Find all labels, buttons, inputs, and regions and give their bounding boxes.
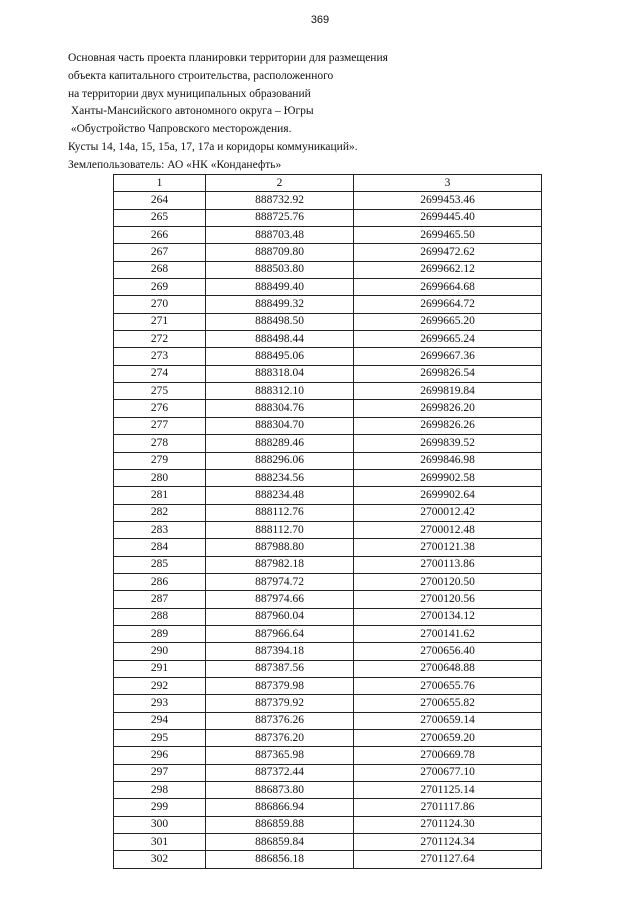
y-coordinate-cell: 2701117.86 bbox=[354, 799, 542, 816]
x-coordinate-cell: 887394.18 bbox=[206, 643, 354, 660]
header-line: объекта капитального строительства, расположенного bbox=[68, 69, 334, 82]
table-row bbox=[114, 816, 542, 833]
table-row bbox=[114, 365, 542, 382]
y-coordinate-cell: 2699445.40 bbox=[354, 209, 542, 226]
point-number-cell: 274 bbox=[114, 365, 206, 382]
y-coordinate-cell: 2701125.14 bbox=[354, 782, 542, 799]
point-number-cell: 270 bbox=[114, 296, 206, 313]
point-number-cell: 287 bbox=[114, 591, 206, 608]
x-coordinate-cell: 888498.50 bbox=[206, 313, 354, 330]
x-coordinate-cell: 888304.76 bbox=[206, 400, 354, 417]
x-coordinate-cell: 888495.06 bbox=[206, 348, 354, 365]
point-number-cell: 266 bbox=[114, 227, 206, 244]
table-row bbox=[114, 625, 542, 642]
y-coordinate-cell: 2701124.34 bbox=[354, 834, 542, 851]
point-number-cell: 295 bbox=[114, 730, 206, 747]
table-row bbox=[114, 660, 542, 677]
y-coordinate-cell: 2699664.72 bbox=[354, 296, 542, 313]
table-row bbox=[114, 487, 542, 504]
point-number-cell: 288 bbox=[114, 608, 206, 625]
header-line: Основная часть проекта планировки территории для размещения bbox=[68, 52, 388, 64]
point-number-cell: 268 bbox=[114, 261, 206, 278]
table-row bbox=[114, 452, 542, 469]
point-number-cell: 280 bbox=[114, 469, 206, 486]
x-coordinate-cell: 887960.04 bbox=[206, 608, 354, 625]
y-coordinate-cell: 2701127.64 bbox=[354, 851, 542, 868]
x-coordinate-cell: 887982.18 bbox=[206, 556, 354, 573]
y-coordinate-cell: 2699665.20 bbox=[354, 313, 542, 330]
table-row bbox=[114, 834, 542, 851]
x-coordinate-cell: 888112.76 bbox=[206, 504, 354, 521]
y-coordinate-cell: 2700677.10 bbox=[354, 764, 542, 781]
y-coordinate-cell: 2700656.40 bbox=[354, 643, 542, 660]
y-coordinate-cell: 2700134.12 bbox=[354, 608, 542, 625]
point-number-cell: 286 bbox=[114, 573, 206, 590]
x-coordinate-cell: 888112.70 bbox=[206, 521, 354, 538]
table-row bbox=[114, 261, 542, 278]
x-coordinate-cell: 887988.80 bbox=[206, 539, 354, 556]
point-number-cell: 278 bbox=[114, 435, 206, 452]
table-row bbox=[114, 556, 542, 573]
x-coordinate-cell: 888709.80 bbox=[206, 244, 354, 261]
table-row bbox=[114, 331, 542, 348]
header-line: Кусты 14, 14а, 15, 15а, 17, 17а и коридоры коммуникаций». bbox=[68, 140, 358, 153]
y-coordinate-cell: 2699453.46 bbox=[354, 192, 542, 209]
x-coordinate-cell: 886856.18 bbox=[206, 851, 354, 868]
y-coordinate-cell: 2700655.82 bbox=[354, 695, 542, 712]
table-row bbox=[114, 383, 542, 400]
point-number-cell: 265 bbox=[114, 209, 206, 226]
y-coordinate-cell: 2699662.12 bbox=[354, 261, 542, 278]
point-number-cell: 294 bbox=[114, 712, 206, 729]
x-coordinate-cell: 887387.56 bbox=[206, 660, 354, 677]
point-number-cell: 297 bbox=[114, 764, 206, 781]
x-coordinate-cell: 888234.48 bbox=[206, 487, 354, 504]
point-number-cell: 271 bbox=[114, 313, 206, 330]
table-row bbox=[114, 782, 542, 799]
x-coordinate-cell: 888703.48 bbox=[206, 227, 354, 244]
x-coordinate-cell: 888318.04 bbox=[206, 365, 354, 382]
x-coordinate-cell: 888296.06 bbox=[206, 452, 354, 469]
table-row bbox=[114, 348, 542, 365]
x-coordinate-cell: 887365.98 bbox=[206, 747, 354, 764]
header-line: Ханты-Мансийского автономного округа – Югры bbox=[68, 105, 314, 118]
point-number-cell: 275 bbox=[114, 383, 206, 400]
header-line: на территории двух муниципальных образований bbox=[68, 87, 311, 100]
x-coordinate-cell: 887376.20 bbox=[206, 730, 354, 747]
x-coordinate-cell: 888725.76 bbox=[206, 209, 354, 226]
y-coordinate-cell: 2699846.98 bbox=[354, 452, 542, 469]
table-row bbox=[114, 573, 542, 590]
table-row bbox=[114, 227, 542, 244]
table-row bbox=[114, 209, 542, 226]
table-row bbox=[114, 851, 542, 868]
y-coordinate-cell: 2699826.26 bbox=[354, 417, 542, 434]
point-number-cell: 299 bbox=[114, 799, 206, 816]
point-number-cell: 272 bbox=[114, 331, 206, 348]
y-coordinate-cell: 2699664.68 bbox=[354, 279, 542, 296]
table-row bbox=[114, 643, 542, 660]
table-header-row bbox=[114, 175, 542, 192]
y-coordinate-cell: 2700659.14 bbox=[354, 712, 542, 729]
y-coordinate-cell: 2699902.64 bbox=[354, 487, 542, 504]
y-coordinate-cell: 2700669.78 bbox=[354, 747, 542, 764]
x-coordinate-cell: 886859.88 bbox=[206, 816, 354, 833]
point-number-cell: 290 bbox=[114, 643, 206, 660]
y-coordinate-cell: 2700121.38 bbox=[354, 539, 542, 556]
point-number-cell: 282 bbox=[114, 504, 206, 521]
table-row bbox=[114, 504, 542, 521]
coordinates-table bbox=[113, 174, 542, 869]
y-coordinate-cell: 2700141.62 bbox=[354, 625, 542, 642]
point-number-cell: 300 bbox=[114, 816, 206, 833]
table-row bbox=[114, 313, 542, 330]
point-number-cell: 293 bbox=[114, 695, 206, 712]
table-row bbox=[114, 591, 542, 608]
x-coordinate-cell: 888312.10 bbox=[206, 383, 354, 400]
column-header: 2 bbox=[206, 175, 354, 192]
x-coordinate-cell: 887974.72 bbox=[206, 573, 354, 590]
point-number-cell: 289 bbox=[114, 625, 206, 642]
table-row bbox=[114, 521, 542, 538]
x-coordinate-cell: 886873.80 bbox=[206, 782, 354, 799]
point-number-cell: 269 bbox=[114, 279, 206, 296]
point-number-cell: 283 bbox=[114, 521, 206, 538]
coordinates-table-body bbox=[114, 175, 542, 869]
point-number-cell: 273 bbox=[114, 348, 206, 365]
page-number: 369 bbox=[310, 14, 330, 26]
column-header: 3 bbox=[354, 175, 542, 192]
y-coordinate-cell: 2700655.76 bbox=[354, 677, 542, 694]
table-row bbox=[114, 608, 542, 625]
table-row bbox=[114, 712, 542, 729]
x-coordinate-cell: 888289.46 bbox=[206, 435, 354, 452]
x-coordinate-cell: 887974.66 bbox=[206, 591, 354, 608]
document-header bbox=[68, 50, 568, 175]
point-number-cell: 291 bbox=[114, 660, 206, 677]
point-number-cell: 277 bbox=[114, 417, 206, 434]
point-number-cell: 279 bbox=[114, 452, 206, 469]
table-row bbox=[114, 764, 542, 781]
x-coordinate-cell: 888498.44 bbox=[206, 331, 354, 348]
column-header: 1 bbox=[114, 175, 206, 192]
x-coordinate-cell: 888234.56 bbox=[206, 469, 354, 486]
y-coordinate-cell: 2701124.30 bbox=[354, 816, 542, 833]
y-coordinate-cell: 2699465.50 bbox=[354, 227, 542, 244]
table-row bbox=[114, 695, 542, 712]
point-number-cell: 296 bbox=[114, 747, 206, 764]
point-number-cell: 281 bbox=[114, 487, 206, 504]
y-coordinate-cell: 2700113.86 bbox=[354, 556, 542, 573]
table-row bbox=[114, 279, 542, 296]
x-coordinate-cell: 888304.70 bbox=[206, 417, 354, 434]
table-row bbox=[114, 296, 542, 313]
point-number-cell: 301 bbox=[114, 834, 206, 851]
table-row bbox=[114, 747, 542, 764]
header-line: Землепользователь: АО «НК «Конданефть» bbox=[68, 158, 282, 171]
table-row bbox=[114, 799, 542, 816]
table-row bbox=[114, 730, 542, 747]
x-coordinate-cell: 886866.94 bbox=[206, 799, 354, 816]
x-coordinate-cell: 887379.92 bbox=[206, 695, 354, 712]
point-number-cell: 276 bbox=[114, 400, 206, 417]
point-number-cell: 292 bbox=[114, 677, 206, 694]
table-row bbox=[114, 400, 542, 417]
y-coordinate-cell: 2700120.50 bbox=[354, 573, 542, 590]
table-row bbox=[114, 539, 542, 556]
y-coordinate-cell: 2700012.48 bbox=[354, 521, 542, 538]
table-row bbox=[114, 192, 542, 209]
point-number-cell: 285 bbox=[114, 556, 206, 573]
x-coordinate-cell: 887372.44 bbox=[206, 764, 354, 781]
y-coordinate-cell: 2699826.20 bbox=[354, 400, 542, 417]
x-coordinate-cell: 888499.32 bbox=[206, 296, 354, 313]
y-coordinate-cell: 2699665.24 bbox=[354, 331, 542, 348]
point-number-cell: 264 bbox=[114, 192, 206, 209]
table-row bbox=[114, 435, 542, 452]
table-row bbox=[114, 244, 542, 261]
x-coordinate-cell: 887376.26 bbox=[206, 712, 354, 729]
x-coordinate-cell: 887379.98 bbox=[206, 677, 354, 694]
y-coordinate-cell: 2699826.54 bbox=[354, 365, 542, 382]
x-coordinate-cell: 888499.40 bbox=[206, 279, 354, 296]
y-coordinate-cell: 2699839.52 bbox=[354, 435, 542, 452]
point-number-cell: 267 bbox=[114, 244, 206, 261]
y-coordinate-cell: 2700659.20 bbox=[354, 730, 542, 747]
y-coordinate-cell: 2700012.42 bbox=[354, 504, 542, 521]
y-coordinate-cell: 2700648.88 bbox=[354, 660, 542, 677]
point-number-cell: 302 bbox=[114, 851, 206, 868]
header-line: «Обустройство Чапровского месторождения. bbox=[68, 123, 292, 136]
y-coordinate-cell: 2699472.62 bbox=[354, 244, 542, 261]
y-coordinate-cell: 2700120.56 bbox=[354, 591, 542, 608]
x-coordinate-cell: 886859.84 bbox=[206, 834, 354, 851]
y-coordinate-cell: 2699667.36 bbox=[354, 348, 542, 365]
y-coordinate-cell: 2699819.84 bbox=[354, 383, 542, 400]
x-coordinate-cell: 887966.64 bbox=[206, 625, 354, 642]
point-number-cell: 298 bbox=[114, 782, 206, 799]
table-row bbox=[114, 417, 542, 434]
table-row bbox=[114, 677, 542, 694]
table-row bbox=[114, 469, 542, 486]
x-coordinate-cell: 888732.92 bbox=[206, 192, 354, 209]
point-number-cell: 284 bbox=[114, 539, 206, 556]
y-coordinate-cell: 2699902.58 bbox=[354, 469, 542, 486]
x-coordinate-cell: 888503.80 bbox=[206, 261, 354, 278]
